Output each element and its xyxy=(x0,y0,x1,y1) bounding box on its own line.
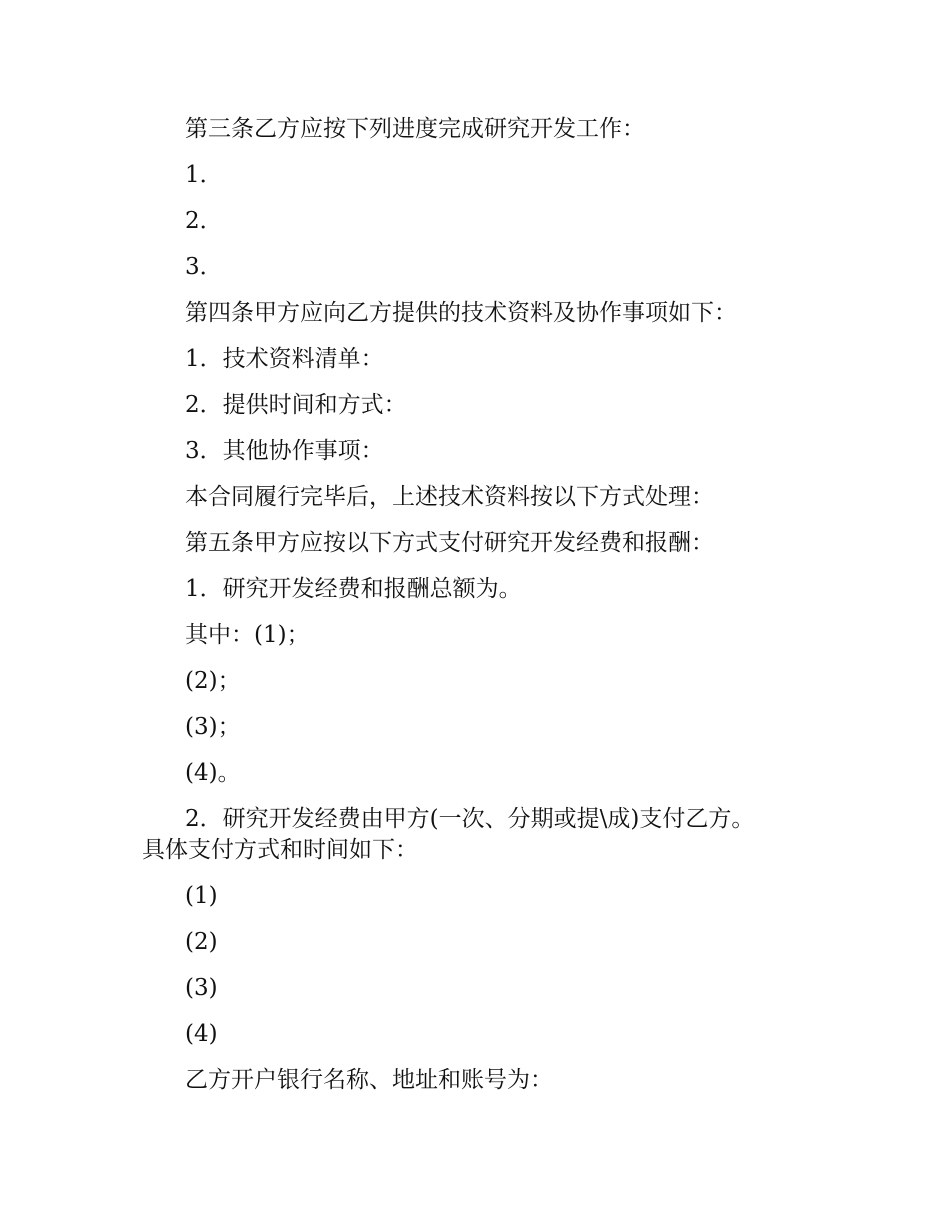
article-3-item-1: 1． xyxy=(185,162,223,188)
article-3-item-2: 2． xyxy=(185,208,223,234)
article-5-subitem-4: (4)。 xyxy=(185,760,241,786)
payment-item-1: (1) xyxy=(185,883,218,909)
article-4-item-3: 3．其他协作事项： xyxy=(185,438,384,464)
article-5-subitem-1: 其中：(1)； xyxy=(185,622,310,648)
article-3-item-3: 3． xyxy=(185,254,223,280)
article-5-heading: 第五条甲方应按以下方式支付研究开发经费和报酬： xyxy=(185,530,714,556)
article-5-subitem-3: (3)； xyxy=(185,714,241,740)
article-5-item-2: 2．研究开发经费由甲方(一次、分期或提\成)支付乙方。 xyxy=(185,806,755,832)
article-5-item-2-continued: 具体支付方式和时间如下： xyxy=(142,837,418,863)
payment-item-2: (2) xyxy=(185,929,218,955)
article-5-item-1: 1．研究开发经费和报酬总额为。 xyxy=(185,576,522,602)
article-4-note: 本合同履行完毕后，上述技术资料按以下方式处理： xyxy=(185,484,714,510)
article-5-subitem-2: (2)； xyxy=(185,668,241,694)
bank-account-line: 乙方开户银行名称、地址和账号为： xyxy=(185,1067,553,1093)
payment-item-3: (3) xyxy=(185,975,218,1001)
article-4-heading: 第四条甲方应向乙方提供的技术资料及协作事项如下： xyxy=(185,300,737,326)
payment-item-4: (4) xyxy=(185,1021,218,1047)
article-4-item-2: 2．提供时间和方式： xyxy=(185,392,407,418)
article-3-heading: 第三条乙方应按下列进度完成研究开发工作： xyxy=(185,116,645,142)
article-4-item-1: 1．技术资料清单： xyxy=(185,346,384,372)
